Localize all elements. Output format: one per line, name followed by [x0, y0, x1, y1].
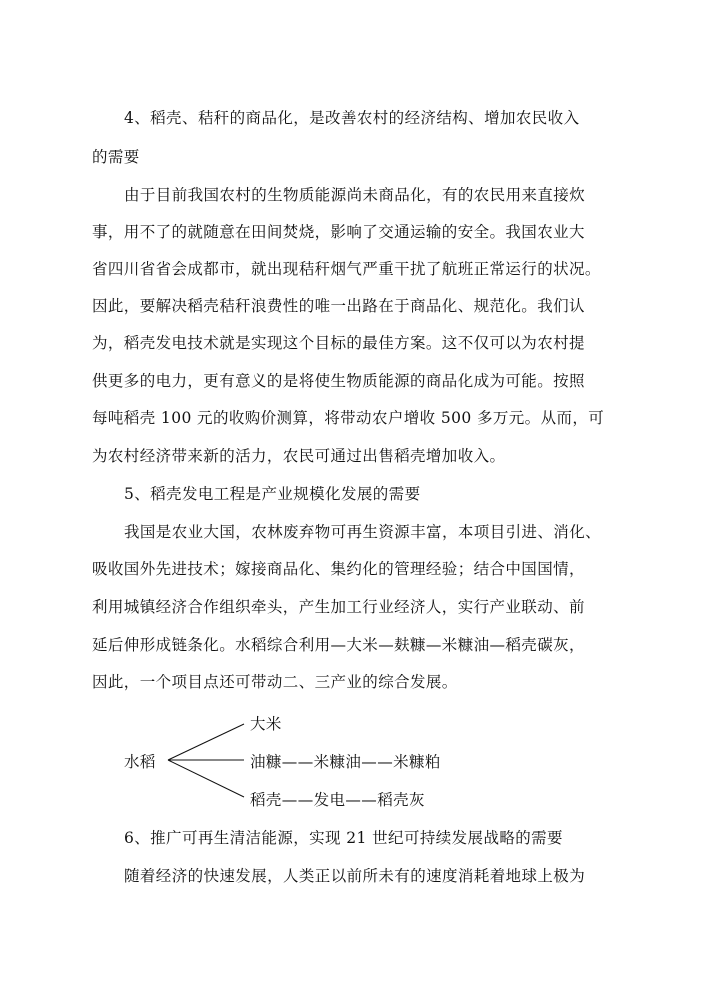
section-4-heading-line2: 的需要 — [92, 148, 140, 166]
section-4-heading-line1: 4、稻壳、秸秆的商品化，是改善农村的经济结构、增加农民收入 — [124, 109, 580, 127]
paragraph-line: 省四川省省会成都市，就出现秸秆烟气严重干扰了航班正常运行的状况。 — [92, 260, 601, 278]
paragraph-line: 供更多的电力，更有意义的是将使生物质能源的商品化成为可能。按照 — [92, 372, 585, 390]
paragraph-line: 事，用不了的就随意在田间焚烧，影响了交通运输的安全。我国农业大 — [92, 223, 585, 241]
diagram-branch-label: 大米 — [250, 715, 282, 733]
branch-line-rice — [168, 724, 244, 760]
paragraph-line: 因此，一个项目点还可带动二、三产业的综合发展。 — [92, 673, 458, 691]
paragraph-line: 由于目前我国农村的生物质能源尚未商品化，有的农民用来直接炊 — [124, 186, 586, 204]
section-5-heading: 5、稻壳发电工程是产业规模化发展的需要 — [124, 485, 421, 503]
paragraph-line: 我国是农业大国，农林废弃物可再生资源丰富，本项目引进、消化、 — [124, 523, 602, 541]
paragraph-line: 为，稻壳发电技术就是实现这个目标的最佳方案。这不仅可以为农村提 — [92, 334, 585, 352]
diagram-branch-label: 油糠——米糠油——米糠粕 — [250, 753, 441, 771]
diagram-branch-label: 稻壳——发电——稻壳灰 — [250, 791, 425, 809]
branch-line-husk — [168, 760, 244, 797]
paragraph-line: 吸收国外先进技术；嫁接商品化、集约化的管理经验；结合中国国情， — [92, 560, 585, 578]
paragraph-line: 每吨稻壳 100 元的收购价测算，将带动农户增收 500 多万元。从而，可 — [92, 409, 605, 427]
paragraph-line: 延后伸形成链条化。水稻综合利用—大米—麸糠—米糠油—稻壳碳灰， — [92, 636, 585, 654]
paragraph-line: 随着经济的快速发展，人类正以前所未有的速度消耗着地球上极为 — [124, 867, 586, 885]
paragraph-line: 因此，要解决稻壳秸秆浪费性的唯一出路在于商品化、规范化。我们认 — [92, 297, 585, 315]
diagram-root-label: 水稻 — [124, 753, 156, 771]
rice-utilization-diagram — [0, 700, 703, 820]
paragraph-line: 为农村经济带来新的活力，农民可通过出售稻壳增加收入。 — [92, 447, 506, 465]
section-6-heading: 6、推广可再生清洁能源，实现 21 世纪可持续发展战略的需要 — [124, 829, 563, 847]
paragraph-line: 利用城镇经济合作组织牵头，产生加工行业经济人，实行产业联动、前 — [92, 598, 585, 616]
